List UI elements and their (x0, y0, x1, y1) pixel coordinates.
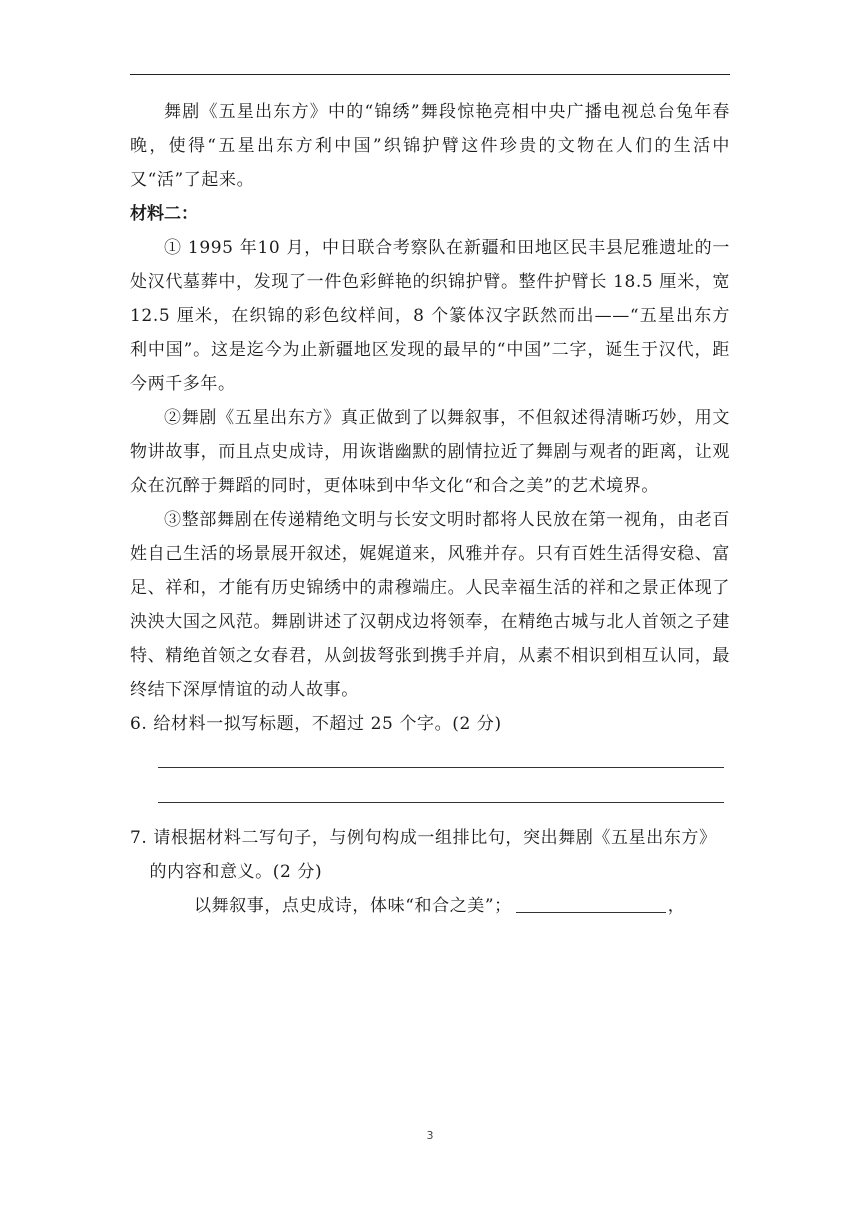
document-body (130, 95, 730, 923)
answer-line-1[interactable] (158, 767, 724, 768)
example-sentence: 以舞叙事，点史成诗，体味“和合之美”； (194, 896, 512, 916)
question-6: 6. 给材料一拟写标题，不超过 25 个字。(2 分) (130, 714, 502, 734)
example-end-punct: ， (667, 896, 686, 916)
question-7: 7. 请根据材料二写句子，与例句构成一组排比句，突出舞剧《五星出东方》的内容和意义。(2 分) (130, 828, 717, 882)
header-rule (130, 74, 730, 75)
question-7-example (130, 889, 730, 923)
answer-line-2[interactable] (158, 802, 724, 803)
material2-paragraph-2: ②舞剧《五星出东方》真正做到了以舞叙事，不但叙述得清晰巧妙，用文物讲故事，而且点史成诗，用诙谐幽默的剧情拉近了舞剧与观者的距离，让观众在沉醉于舞蹈的同时，更体味到中华文化“和合之美”的艺术境界。 (130, 408, 730, 496)
material2-paragraph-1: ① 1995 年10 月，中日联合考察队在新疆和田地区民丰县尼雅遗址的一处汉代墓葬中，发现了一件色彩鲜艳的织锦护臂。整件护臂长 18.5 厘米，宽 12.5 厘米，在织锦的彩色纹样间，8 个篆体汉字跃然而出——“五星出东方利中国”。这是迄今为止新疆地区发现的最早的“中国”二字，诞生于汉代，距今两千多年。 (130, 238, 730, 394)
material2-paragraph-3: ③整部舞剧在传递精绝文明与长安文明时都将人民放在第一视角，由老百姓自己生活的场景展开叙述，娓娓道来，风雅并存。只有百姓生活得安稳、富足、祥和，才能有历史锦绣中的肃穆端庄。人民幸福生活的祥和之景正体现了泱泱大国之风范。舞剧讲述了汉朝戍边将领奉，在精绝古城与北人首领之子建特、精绝首领之女春君，从剑拔弩张到携手并肩，从素不相识到相互认同，最终结下深厚情谊的动人故事。 (130, 510, 730, 700)
material1-tail-paragraph: 舞剧《五星出东方》中的“锦绣”舞段惊艳亮相中央广播电视总台兔年春晚，使得“五星出东方利中国”织锦护臂这件珍贵的文物在人们的生活中又“活”了起来。 (130, 102, 730, 190)
fill-in-blank[interactable] (516, 892, 666, 913)
material2-heading: 材料二： (130, 204, 198, 224)
page-number: 3 (426, 1129, 434, 1142)
